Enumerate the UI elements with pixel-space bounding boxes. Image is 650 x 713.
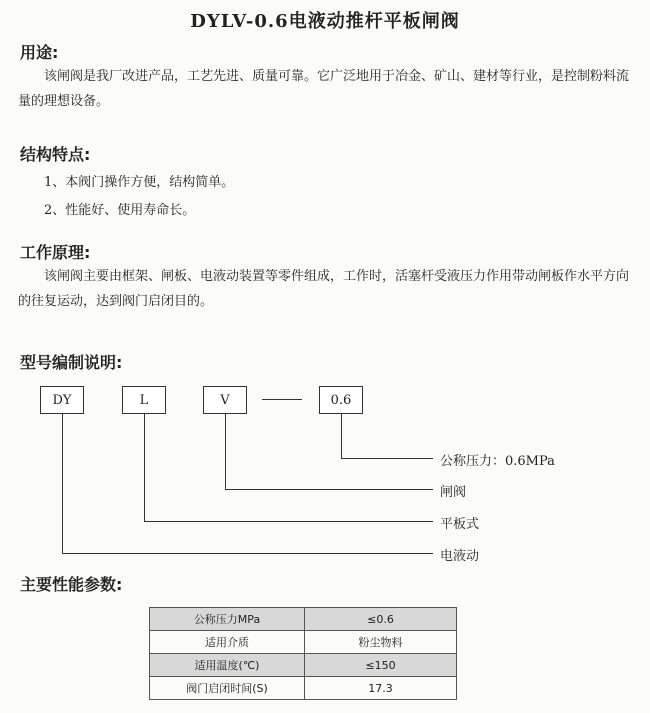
table-row: [150, 608, 457, 631]
label-electro-hydraulic: 电液动: [440, 549, 480, 564]
principle-heading: 工作原理:: [20, 243, 91, 262]
table-row: [150, 654, 457, 677]
param-name: 公称压力MPa: [150, 608, 305, 631]
table-row: [150, 677, 457, 700]
label-gate-valve: 闸阀: [440, 485, 467, 500]
param-name: 适用温度(℃): [150, 654, 305, 677]
electro-leader-h: [62, 553, 433, 554]
code-box-pressure: 0.6: [319, 386, 363, 414]
code-box-v: V: [203, 386, 247, 414]
params-table: [149, 607, 457, 700]
page-title: DYLV-0.6电液动推杆平板闸阀: [190, 11, 460, 32]
param-value: 17.3: [305, 677, 457, 700]
feature-item-1: 1、本阀门操作方便，结构简单。: [44, 175, 235, 190]
electro-leader-v: [62, 414, 63, 553]
valve-leader-v: [225, 414, 226, 489]
code-box-dy: DY: [40, 386, 84, 414]
usage-text: 该闸阀是我厂改进产品，工艺先进、质量可靠。它广泛地用于冶金、矿山、建材等行业，是控制粉料流量的理想设备。: [18, 69, 630, 109]
label-pressure: 公称压力：0.6MPa: [440, 454, 555, 469]
feature-item-2: 2、性能好、使用寿命长。: [44, 203, 196, 218]
param-name: 适用介质: [150, 631, 305, 654]
pressure-leader-h: [341, 458, 433, 459]
param-value: ≤0.6: [305, 608, 457, 631]
code-box-l: L: [122, 386, 166, 414]
valve-leader-h: [225, 489, 433, 490]
usage-heading: 用途:: [20, 43, 59, 62]
param-value: ≤150: [305, 654, 457, 677]
flat-leader-h: [144, 521, 433, 522]
flat-leader-v: [144, 414, 145, 521]
table-row: [150, 631, 457, 654]
principle-text: 该闸阀主要由框架、闸板、电液动装置等零件组成，工作时，活塞杆受液压力作用带动闸板作水平方向的往复运动，达到阀门启闭目的。: [18, 269, 630, 309]
code-separator-line: [262, 399, 302, 400]
param-value: 粉尘物料: [305, 631, 457, 654]
model-heading: 型号编制说明:: [20, 353, 123, 372]
params-heading: 主要性能参数:: [20, 575, 123, 594]
pressure-leader-v: [341, 414, 342, 458]
features-heading: 结构特点:: [20, 145, 91, 164]
param-name: 阀门启闭时间(S): [150, 677, 305, 700]
label-flat-type: 平板式: [440, 517, 480, 532]
